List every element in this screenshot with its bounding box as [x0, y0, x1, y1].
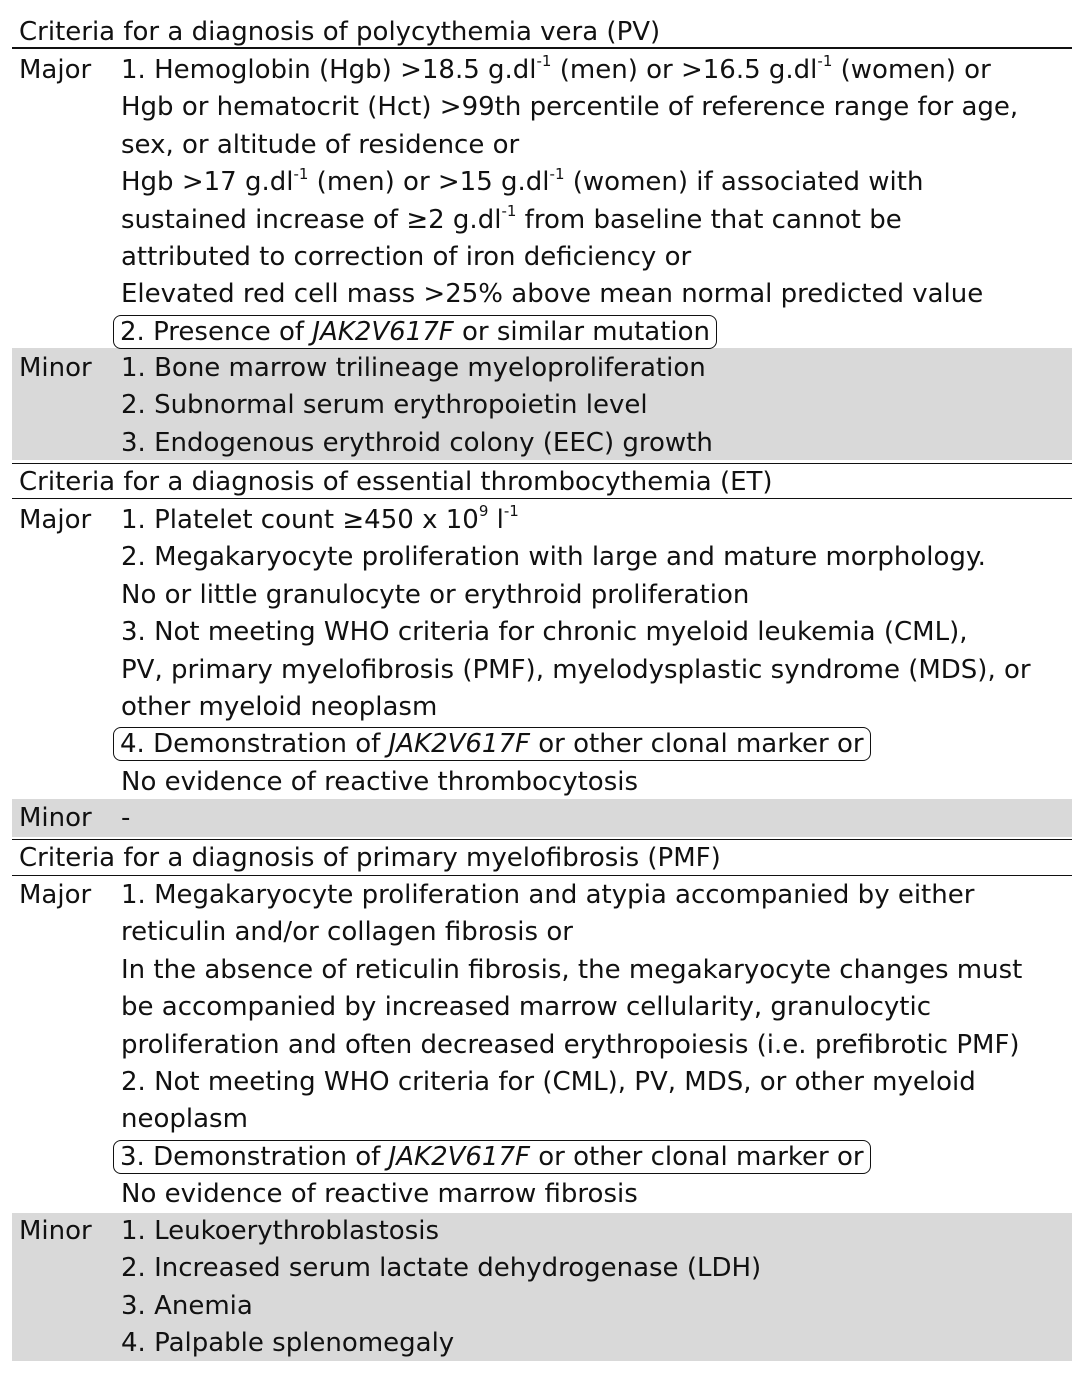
superscript: -1: [817, 52, 833, 71]
superscript: -1: [536, 52, 552, 71]
criterion-line: [121, 239, 1018, 276]
criterion-line: [121, 314, 1018, 351]
criterion-line: [121, 989, 1022, 1026]
superscript: -1: [549, 164, 565, 183]
criterion-text: (men) or >16.5 g.dl: [551, 55, 818, 85]
criterion-line: [121, 202, 1018, 239]
criterion-line: [121, 1250, 761, 1287]
major-label: Major: [19, 880, 92, 910]
criterion-line: [121, 1101, 1022, 1138]
criterion-line: [121, 877, 1022, 914]
criterion-text: Hgb >17 g.dl: [121, 167, 294, 198]
criterion-line: [121, 726, 1031, 763]
criterion-text: sex, or altitude of residence or: [121, 129, 520, 160]
criterion-text: (men) or >15 g.dl: [308, 167, 550, 198]
criterion-line: [121, 689, 1031, 726]
section-title: Criteria for a diagnosis of essential thrombocythemia (ET): [19, 467, 773, 497]
criterion-line: [121, 1288, 761, 1325]
criterion-text: 4. Palpable splenomegaly: [121, 1328, 455, 1359]
criterion-text: attributed to correction of iron deficiency or: [121, 241, 692, 272]
minor-criteria: [121, 350, 713, 462]
highlight-box: [113, 315, 717, 349]
criterion-text: (women) or: [832, 55, 991, 85]
criterion-text: No or little granulocyte or erythroid proliferation: [121, 579, 750, 610]
criterion-text: 1. Leukoerythroblastosis: [121, 1216, 440, 1246]
criterion-line: [121, 577, 1031, 614]
criterion-text: Hgb or hematocrit (Hct) >99th percentile of reference range for age,: [121, 92, 1019, 123]
criterion-text: -: [121, 803, 131, 833]
section-title: Criteria for a diagnosis of polycythemia vera (PV): [19, 17, 661, 47]
criterion-text: reticulin and/or collagen fibrosis or: [121, 917, 573, 948]
criterion-text: 1. Megakaryocyte proliferation and atypia accompanied by either: [121, 880, 975, 910]
highlight-box: [113, 727, 871, 761]
minor-label: Minor: [19, 803, 92, 833]
criterion-line: [121, 1027, 1022, 1064]
superscript: -1: [501, 201, 517, 220]
criterion-line: [121, 502, 1031, 539]
criterion-text: No evidence of reactive marrow fibrosis: [121, 1179, 638, 1210]
criterion-text: 1. Platelet count ≥450 x 10: [121, 505, 479, 535]
criterion-line: [121, 652, 1031, 689]
section-title: Criteria for a diagnosis of primary myelofibrosis (PMF): [19, 843, 721, 873]
criterion-line: [121, 539, 1031, 576]
criterion-text: Elevated red cell mass >25% above mean normal predicted value: [121, 279, 984, 310]
criterion-text: 1. Bone marrow trilineage myeloproliferation: [121, 353, 706, 383]
superscript: -1: [503, 502, 519, 521]
criterion-line: [121, 276, 1018, 313]
criterion-text: l: [488, 505, 504, 535]
criterion-line: [121, 1139, 1022, 1176]
minor-criteria: [121, 800, 130, 837]
criterion-text: 3. Anemia: [121, 1290, 253, 1321]
criterion-line: [121, 1176, 1022, 1213]
criterion-text: (women) if associated with: [564, 167, 924, 198]
criterion-line: [121, 764, 1031, 801]
criterion-text: PV, primary myelofibrosis (PMF), myelodysplastic syndrome (MDS), or: [121, 654, 1031, 685]
criterion-line: [121, 800, 130, 837]
criterion-line: [121, 614, 1031, 651]
criterion-line: [121, 164, 1018, 201]
major-criteria: [121, 52, 1018, 351]
criterion-text: 4. Demonstration of: [120, 729, 389, 760]
criterion-text: 3. Demonstration of: [120, 1141, 389, 1172]
minor-label: Minor: [19, 1216, 92, 1246]
criterion-text: or other clonal marker or: [529, 1141, 864, 1172]
criterion-text: No evidence of reactive thrombocytosis: [121, 766, 639, 797]
criterion-text: or similar mutation: [453, 316, 711, 347]
major-criteria: [121, 502, 1031, 801]
highlight-box: [113, 1140, 871, 1174]
criterion-text: 3. Not meeting WHO criteria for chronic myeloid leukemia (CML),: [121, 617, 968, 648]
major-label: Major: [19, 505, 92, 535]
superscript: 9: [478, 502, 489, 521]
criterion-line: [121, 89, 1018, 126]
criterion-line: [121, 1325, 761, 1362]
criterion-text: be accompanied by increased marrow cellularity, granulocytic: [121, 992, 931, 1023]
criterion-line: [121, 1213, 761, 1250]
criterion-line: [121, 127, 1018, 164]
criterion-line: [121, 1064, 1022, 1101]
criterion-text: sustained increase of ≥2 g.dl: [121, 204, 502, 235]
criterion-text: neoplasm: [121, 1104, 248, 1135]
criterion-line: [121, 914, 1022, 951]
criterion-text: from baseline that cannot be: [516, 204, 902, 235]
criterion-line: [121, 350, 713, 387]
criterion-text: 2. Not meeting WHO criteria for (CML), PV, MDS, or other myeloid: [121, 1066, 976, 1097]
criterion-text: or other clonal marker or: [529, 729, 864, 760]
gene-name: JAK2V617F: [312, 316, 454, 347]
superscript: -1: [293, 164, 309, 183]
gene-name: JAK2V617F: [388, 729, 530, 760]
section-rule: [12, 498, 1072, 499]
gene-name: JAK2V617F: [388, 1141, 530, 1172]
criterion-text: In the absence of reticulin fibrosis, the megakaryocyte changes must: [121, 954, 1023, 985]
minor-label: Minor: [19, 353, 92, 383]
section-rule: [12, 875, 1072, 876]
criterion-text: proliferation and often decreased erythropoiesis (i.e. prefibrotic PMF): [121, 1029, 1020, 1060]
criterion-text: 2. Presence of: [120, 316, 313, 347]
criterion-line: [121, 387, 713, 424]
minor-shading: [12, 799, 1072, 837]
criterion-text: 2. Subnormal serum erythropoietin level: [121, 390, 648, 421]
criterion-line: [121, 425, 713, 462]
criterion-text: other myeloid neoplasm: [121, 691, 438, 722]
minor-criteria: [121, 1213, 761, 1363]
section-rule: [12, 48, 1072, 49]
criterion-text: 1. Hemoglobin (Hgb) >18.5 g.dl: [121, 55, 537, 85]
criterion-text: 2. Increased serum lactate dehydrogenase (LDH): [121, 1253, 762, 1284]
major-label: Major: [19, 55, 92, 85]
major-criteria: [121, 877, 1022, 1214]
criterion-text: 3. Endogenous erythroid colony (EEC) growth: [121, 427, 713, 458]
criterion-line: [121, 52, 1018, 89]
criterion-text: 2. Megakaryocyte proliferation with large and mature morphology.: [121, 542, 986, 573]
criterion-line: [121, 952, 1022, 989]
